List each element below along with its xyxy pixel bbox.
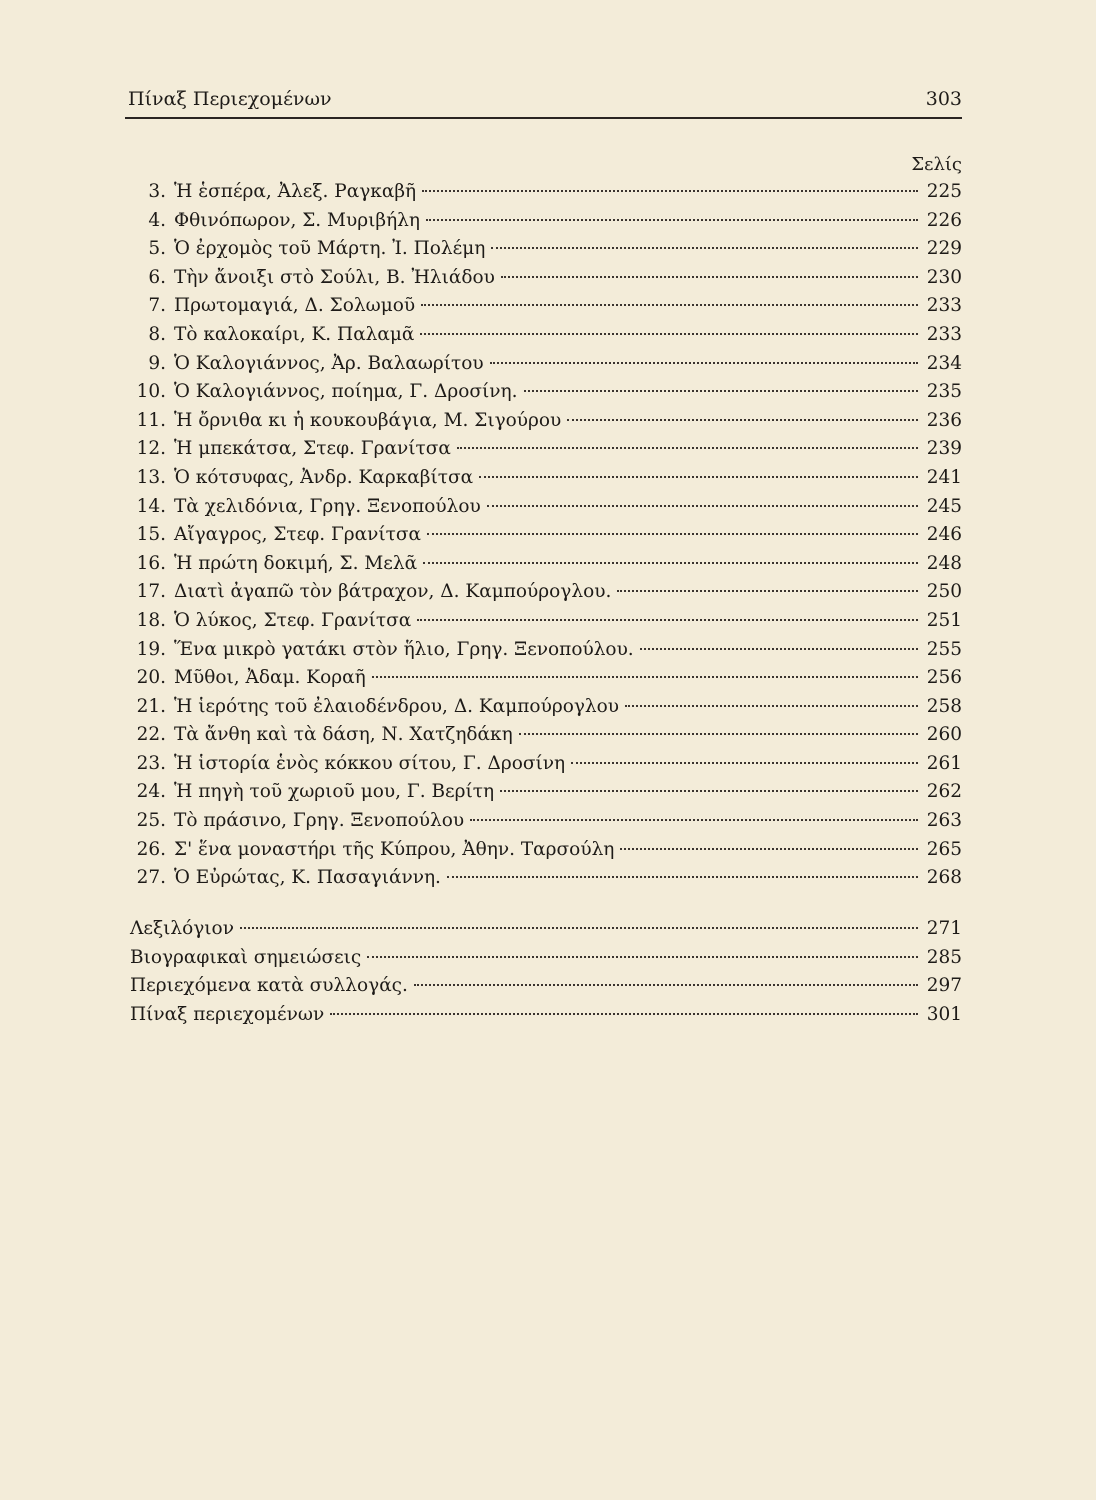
dot-leader	[422, 190, 918, 192]
page-column-label: Σελίς	[911, 154, 962, 175]
entry-page: 261	[926, 752, 962, 774]
entry-title: Τὰ ἄνθη καὶ τὰ δάση, Ν. Χατζηδάκη	[174, 724, 513, 746]
entry-page: 236	[926, 409, 962, 431]
toc-entry	[130, 1004, 962, 1033]
dot-leader	[567, 419, 918, 421]
entry-page: 260	[926, 724, 962, 746]
toc-entry	[128, 810, 962, 839]
dot-leader	[414, 984, 918, 986]
entry-title: Ὁ Καλογιάννος, ποίημα, Γ. Δροσίνη.	[174, 381, 518, 403]
dot-leader	[571, 762, 918, 764]
toc-entry	[128, 267, 962, 296]
entry-title: Λεξιλόγιον	[130, 918, 234, 939]
entry-title: Πίναξ περιεχομένων	[130, 1003, 325, 1025]
entry-number: 11.	[136, 409, 166, 431]
toc-list	[128, 181, 962, 896]
entry-number: 27.	[136, 867, 166, 889]
entry-page: 263	[926, 810, 962, 832]
entry-page: 233	[926, 295, 962, 317]
entry-number: 23.	[136, 752, 166, 774]
entry-number: 17.	[136, 581, 166, 603]
entry-page: 262	[926, 781, 962, 803]
entry-number: 15.	[136, 524, 166, 546]
entry-title: Βιογραφικαὶ σημειώσεις	[130, 946, 362, 968]
entry-number: 10.	[136, 381, 166, 403]
dot-leader	[617, 590, 918, 592]
entry-title: Ἡ ἱστορία ἑνὸς κόκκου σίτου, Γ. Δροσίνη	[174, 752, 566, 774]
entry-page: 301	[926, 1003, 962, 1025]
dot-leader	[417, 619, 918, 621]
entry-number: 14.	[136, 495, 166, 517]
entry-number: 3.	[148, 181, 166, 202]
entry-title: Ἡ ὄρνιθα κι ἡ κουκουβάγια, Μ. Σιγούρου	[174, 409, 562, 431]
entry-title: Ὁ λύκος, Στεφ. Γρανίτσα	[174, 609, 412, 631]
entry-page: 255	[926, 638, 962, 660]
page-number: 303	[925, 88, 962, 110]
entry-page: 248	[926, 552, 962, 574]
dot-leader	[500, 790, 918, 792]
dot-leader	[420, 333, 918, 335]
dot-leader	[372, 676, 918, 678]
dot-leader	[524, 390, 919, 392]
entry-page: 239	[926, 438, 962, 460]
entry-page: 246	[926, 524, 962, 546]
entry-title: Ὁ Καλογιάννος, Ἀρ. Βαλαωρίτου	[174, 352, 484, 374]
entry-page: 225	[926, 181, 962, 202]
toc-entry	[128, 781, 962, 810]
entry-title: Ἡ μπεκάτσα, Στεφ. Γρανίτσα	[174, 438, 451, 460]
toc-entry	[128, 295, 962, 324]
entry-number: 16.	[136, 552, 166, 574]
dot-leader	[625, 705, 918, 707]
entry-title: Σ' ἕνα μοναστήρι τῆς Κύπρου, Ἀθην. Ταρσούλη	[174, 838, 615, 860]
toc-entry	[128, 867, 962, 896]
toc-entry	[128, 753, 962, 782]
entry-title: Ἕνα μικρὸ γατάκι στὸν ἥλιο, Γρηγ. Ξενοπούλου.	[174, 638, 634, 660]
toc-entry	[130, 947, 962, 976]
entry-number: 6.	[148, 266, 166, 288]
dot-leader	[427, 533, 918, 535]
entry-page: 268	[926, 867, 962, 889]
entry-title: Μῦθοι, Ἀδαμ. Κοραῆ	[174, 667, 366, 689]
toc-entry	[130, 918, 962, 947]
toc-entry	[128, 839, 962, 868]
toc-entry	[128, 724, 962, 753]
toc-entry	[128, 581, 962, 610]
entry-page: 241	[926, 466, 962, 488]
dot-leader	[620, 848, 918, 850]
entry-title: Τὰ χελιδόνια, Γρηγ. Ξενοπούλου	[174, 495, 481, 517]
dot-leader	[479, 476, 918, 478]
entry-title: Πρωτομαγιά, Δ. Σολωμοῦ	[174, 295, 416, 317]
running-title: Πίναξ Περιεχομένων	[128, 88, 332, 110]
toc-entry	[128, 353, 962, 382]
toc-entry	[130, 975, 962, 1004]
toc-entry	[128, 467, 962, 496]
toc-entry	[128, 553, 962, 582]
entry-page: 226	[926, 209, 962, 231]
entry-page: 234	[926, 352, 962, 374]
toc-entry	[128, 496, 962, 525]
entry-title: Ὁ κότσυφας, Ἀνδρ. Καρκαβίτσα	[174, 466, 474, 488]
toc-entry	[128, 324, 962, 353]
entry-number: 26.	[136, 838, 166, 860]
entry-page: 235	[926, 381, 962, 403]
entry-page: 251	[926, 609, 962, 631]
toc-entry	[128, 381, 962, 410]
header-rule	[125, 117, 962, 119]
dot-leader	[421, 304, 918, 306]
toc-entry	[128, 210, 962, 239]
entry-page: 265	[926, 838, 962, 860]
entry-title: Ὁ ἐρχομὸς τοῦ Μάρτη. Ἰ. Πολέμη	[174, 238, 486, 260]
entry-number: 21.	[136, 695, 166, 717]
entry-title: Αἴγαγρος, Στεφ. Γρανίτσα	[174, 524, 422, 546]
dot-leader	[487, 505, 918, 507]
entry-page: 250	[926, 581, 962, 603]
entry-title: Περιεχόμενα κατὰ συλλογάς.	[130, 975, 408, 997]
entry-number: 25.	[136, 810, 166, 832]
entry-number: 22.	[136, 724, 166, 746]
entry-page: 229	[926, 238, 962, 260]
entry-page: 256	[926, 667, 962, 689]
toc-entry	[128, 667, 962, 696]
entry-number: 4.	[148, 209, 166, 231]
toc-entry	[128, 238, 962, 267]
dot-leader	[240, 927, 918, 929]
dot-leader	[519, 733, 918, 735]
toc-entry	[128, 524, 962, 553]
dot-leader	[470, 819, 918, 821]
entry-number: 24.	[136, 781, 166, 803]
entry-number: 9.	[148, 352, 166, 374]
entry-number: 12.	[136, 438, 166, 460]
dot-leader	[491, 247, 918, 249]
dot-leader	[423, 562, 918, 564]
dot-leader	[490, 362, 918, 364]
entry-number: 20.	[136, 667, 166, 689]
dot-leader	[447, 876, 918, 878]
entry-page: 285	[926, 946, 962, 968]
entry-title: Ἡ πηγὴ τοῦ χωριοῦ μου, Γ. Βερίτη	[174, 781, 495, 803]
toc-entry	[128, 410, 962, 439]
entry-page: 230	[926, 266, 962, 288]
entry-number: 19.	[136, 638, 166, 660]
entry-title: Τὸ πράσινο, Γρηγ. Ξενοπούλου	[174, 810, 465, 832]
entry-page: 271	[926, 918, 962, 939]
appendix-list	[130, 918, 962, 1032]
entry-title: Τὸ καλοκαίρι, Κ. Παλαμᾶ	[174, 323, 415, 345]
entry-title: Ἡ ἑσπέρα, Ἀλεξ. Ραγκαβῆ	[174, 181, 417, 202]
toc-entry	[128, 181, 962, 210]
toc-entry	[128, 639, 962, 668]
dot-leader	[426, 219, 918, 221]
entry-page: 245	[926, 495, 962, 517]
dot-leader	[501, 276, 918, 278]
running-header	[128, 84, 962, 118]
entry-title: Ὁ Εὐρώτας, Κ. Πασαγιάννη.	[174, 867, 441, 889]
entry-number: 7.	[148, 295, 166, 317]
entry-number: 5.	[148, 238, 166, 260]
entry-title: Τὴν ἄνοιξι στὸ Σούλι, Β. Ἠλιάδου	[174, 266, 495, 288]
entry-number: 8.	[148, 323, 166, 345]
entry-number: 13.	[136, 466, 166, 488]
dot-leader	[330, 1013, 918, 1015]
dot-leader	[640, 648, 918, 650]
entry-page: 233	[926, 323, 962, 345]
entry-title: Ἡ ἱερότης τοῦ ἐλαιοδένδρου, Δ. Καμπούρογλου	[174, 695, 619, 717]
toc-entry	[128, 438, 962, 467]
entry-title: Φθινόπωρον, Σ. Μυριβήλη	[174, 209, 420, 231]
dot-leader	[457, 447, 918, 449]
entry-page: 297	[926, 975, 962, 997]
toc-entry	[128, 696, 962, 725]
toc-entry	[128, 610, 962, 639]
entry-number: 18.	[136, 609, 166, 631]
entry-title: Διατὶ ἀγαπῶ τὸν βάτραχον, Δ. Καμπούρογλου.	[174, 581, 612, 603]
entry-title: Ἡ πρώτη δοκιμή, Σ. Μελᾶ	[174, 552, 418, 574]
dot-leader	[367, 956, 918, 958]
entry-page: 258	[926, 695, 962, 717]
